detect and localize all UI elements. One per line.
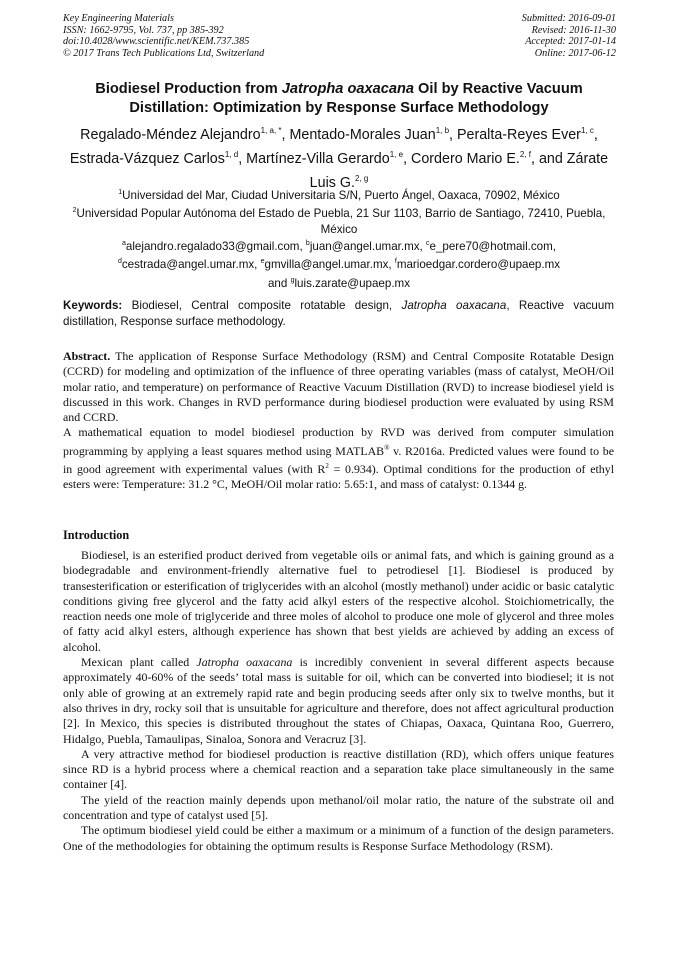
abstract-label: Abstract. <box>63 349 111 363</box>
abstract-paragraph-1: Abstract. The application of Response Surface Methodology (RSM) and Central Composite Rotatable Design (CCRD) for modeling and optimization of the influence of three operating variables (mass of catalyst, MeOH/Oil molar ratio, and temperature) on performance of Reactive Vacuum Distillation (RVD) to increase biodiesel yield is discussed in this work. Changes in RVD performance during biodiesel production were evaluated by using RSM and CCRD. <box>63 349 614 425</box>
affiliations <box>66 185 612 237</box>
intro-paragraph-4: The yield of the reaction mainly depends upon methanol/oil molar ratio, the nature of the substrate oil and concentration and type of catalyst used [5]. <box>63 792 614 823</box>
author: Mentado-Morales Juan$^{1, b}$, <box>289 126 457 143</box>
title-species: Jatropha oaxacana <box>281 81 414 97</box>
author: Regalado-Méndez Alejandro$^{1, a, *}$, <box>80 126 290 143</box>
keywords: Keywords: Biodiesel, Central composite rotatable design, Jatropha oaxacana, Reactive vacuum distillation, Response surface methodology. <box>63 299 614 328</box>
intro-paragraph-3: A very attractive method for biodiesel production is reactive distillation (RD), which offers unique features since RD is a hybrid process where a chemical reaction and a separation take place simultaneously in the same container [4]. <box>63 746 614 792</box>
affiliation-1: $^1$Universidad del Mar, Ciudad Universitaria S/N, Puerto Ángel, Oaxaca, 70902, México <box>118 188 560 202</box>
keywords-label: Keywords: <box>63 299 123 312</box>
author: Cordero Mario E.$^{2, f}$, and <box>411 150 567 168</box>
intro-paragraph-2: Mexican plant called Jatropha oaxacana is incredibly convenient in several different aspects because approximately 40-60% of the seeds’ total mass is suitable for oil, which can be converted into biodiesel; it is not only able of growing at an extremely rapid rate and begin producing seeds after only six to twelve months, but it also thrives in dry, rocky soil that is unsuitable for agriculture and therefore, does not affect agricultural production [2]. In Mexico, this species is distributed throughout the states of Chiapas, Oaxaca, Quintana Roo, Guerrero, Hidalgo, Puebla, Tamaulipas, Sinaloa, Sonora and Veracruz [3]. <box>63 655 614 746</box>
paper-title <box>60 80 618 118</box>
email: $^a$alejandro.regalado33@gmail.com, <box>122 239 306 253</box>
introduction-heading: Introduction <box>63 528 130 542</box>
copyright: © 2017 Trans Tech Publications Ltd, Switzerland <box>63 47 265 59</box>
intro-paragraph-5: The optimum biodiesel yield could be either a maximum or a minimum of a function of the design parameters. One of the methodologies for obtaining the optimum results is Response Surface Methodology (RSM). <box>63 823 614 853</box>
email-list: $^a$alejandro.regalado33@gmail.com, $^b$juan@angel.umar.mx, $^c$e_pere70@hotmail.com, $^d$cestrada@angel.umar.mx, $^e$gmvilla@angel.umar.mx, $^f$marioedgar.cordero@upaep.mx and $^g$luis.zarate@upaep.mx <box>117 239 561 290</box>
journal-name: Key Engineering Materials <box>63 13 174 24</box>
abstract <box>63 349 614 493</box>
email: $^g$luis.zarate@upaep.mx <box>290 276 410 290</box>
intro-paragraph-1: Biodiesel, is an esterified product derived from vegetable oils or animal fats, and which is gaining ground as a biodegradable and environment-friendly alternative fuel to petrodiesel [1]. Biodiesel is produced by transesterification or esterification of triglycerides with an alcohol (mostly methanol) under acidic or basic catalytic conditions giving free glycerol and the fatty acid alkyl esters of the respective alcohol. Stoichiometrically, the reaction needs one mole of triglyceride and three moles of alcohol to produce one mole of glycerol and three moles of fatty acid alkyl esters, although experience has shown that best yields are achieved by adding an excess of alcohol. <box>63 548 614 654</box>
email: $^b$juan@angel.umar.mx, <box>305 239 426 253</box>
author-list <box>56 121 622 194</box>
title-part1: Biodiesel Production from <box>95 81 282 97</box>
email: $^f$marioedgar.cordero@upaep.mx <box>394 258 561 272</box>
email: $^c$e_pere70@hotmail.com, <box>426 239 556 253</box>
email: $^e$gmvilla@angel.umar.mx, <box>260 258 395 272</box>
email: $^d$cestrada@angel.umar.mx, <box>117 258 261 272</box>
online-date: Online: 2017-06-12 <box>534 47 616 59</box>
author: Martínez-Villa Gerardo$^{1, e}$, <box>246 150 412 168</box>
title-part2: Oil by Reactive Vacuum Distillation: Optimization by Response Surface Methodology <box>129 81 583 116</box>
introduction-body <box>63 548 614 854</box>
issn: ISSN: 1662-9795, Vol. 737, pp 385-392 <box>63 24 224 36</box>
accepted-date: Accepted: 2017-01-14 <box>525 36 616 47</box>
revised-date: Revised: 2016-11-30 <box>531 24 616 36</box>
author: Zárate Luis G.$^{2, g}$ <box>309 151 609 192</box>
author: Peralta-Reyes Ever$^{1, c}$, <box>456 126 598 143</box>
doi: doi:10.4028/www.scientific.net/KEM.737.385 <box>63 36 250 47</box>
submitted-date: Submitted: 2016-09-01 <box>521 13 616 24</box>
affiliation-2: $^2$Universidad Popular Autónoma del Estado de Puebla, 21 Sur 1103, Barrio de Santiago, 72410, Puebla, México <box>72 207 606 236</box>
author: Estrada-Vázquez Carlos$^{1, d}$, <box>69 150 247 168</box>
journal-header <box>63 13 264 59</box>
abstract-paragraph-2: A mathematical equation to model biodiesel production by RVD was derived from computer simulation programming by applying a least squares method using MATLAB® v. R2016a. Predicted values were found to be in good agreement with experimental values (with $R^2 = 0.934$). Optimal conditions for the production of ethyl esters were: Temperature: 31.2 °C, MeOH/Oil molar ratio: 5.65:1, and mass of catalyst: 0.1344 g. <box>63 425 614 492</box>
dates-header <box>522 13 616 59</box>
